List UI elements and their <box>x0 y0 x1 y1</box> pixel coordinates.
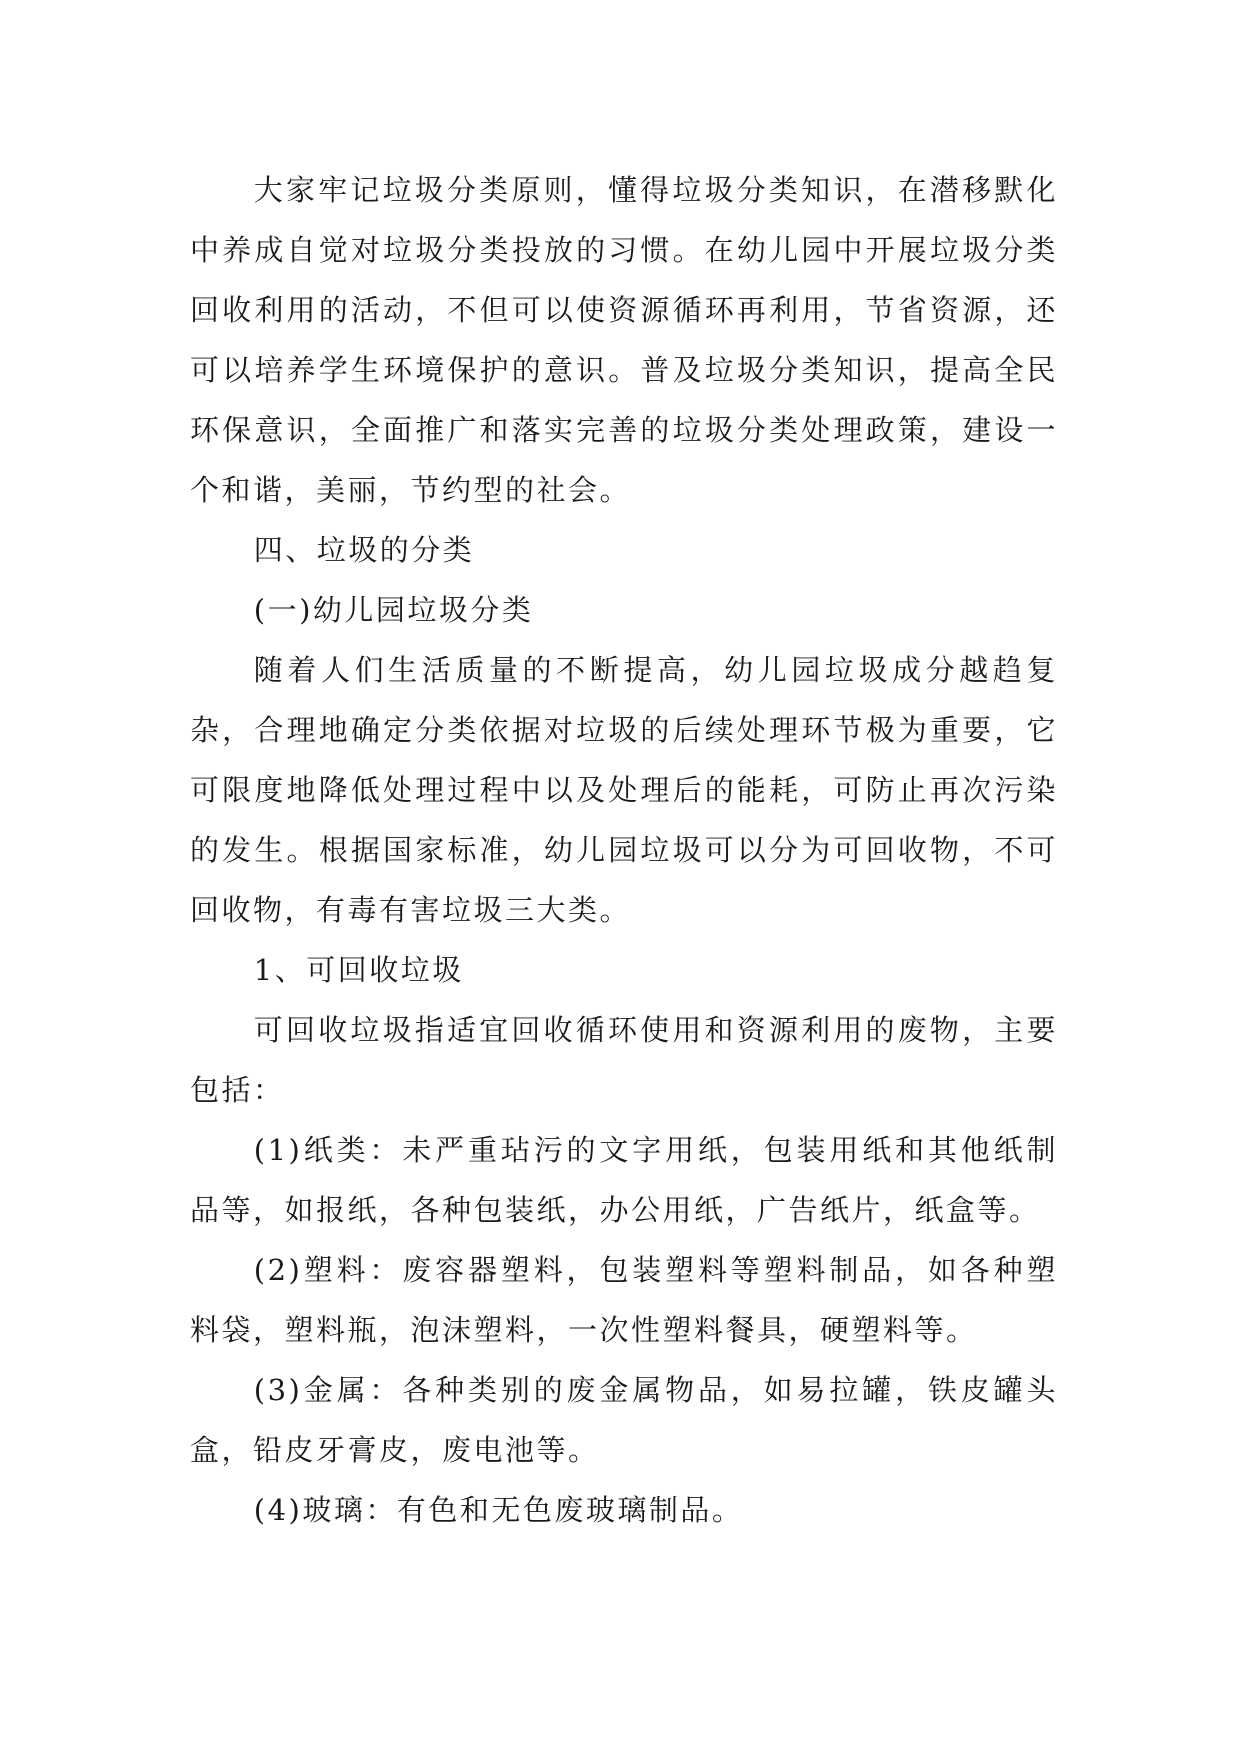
list-item-metal: (3)金属：各种类别的废金属物品，如易拉罐，铁皮罐头盒，铅皮牙膏皮，废电池等。 <box>190 1373 1058 1467</box>
item-heading-recyclable: 1、可回收垃圾 <box>253 953 464 987</box>
section-heading-garbage-classification: 四、垃圾的分类 <box>253 533 475 567</box>
list-item-paper: (1)纸类：未严重玷污的文字用纸，包装用纸和其他纸制品等，如报纸，各种包装纸，办公用纸，广告纸片，纸盒等。 <box>190 1133 1058 1227</box>
paragraph-recyclable-definition: 可回收垃圾指适宜回收循环使用和资源利用的废物，主要包括： <box>190 1013 1058 1107</box>
document-body <box>190 160 1058 1540</box>
list-item-plastic: (2)塑料：废容器塑料，包装塑料等塑料制品，如各种塑料袋，塑料瓶，泡沫塑料，一次性塑料餐具，硬塑料等。 <box>190 1253 1058 1347</box>
list-item-glass: (4)玻璃：有色和无色废玻璃制品。 <box>253 1493 744 1527</box>
paragraph-classification-basis: 随着人们生活质量的不断提高，幼儿园垃圾成分越趋复杂，合理地确定分类依据对垃圾的后续处理环节极为重要，它可限度地降低处理过程中以及处理后的能耗，可防止再次污染的发生。根据国家标准，幼儿园垃圾可以分为可回收物，不可回收物，有毒有害垃圾三大类。 <box>190 653 1058 927</box>
subsection-heading-kindergarten: (一)幼儿园垃圾分类 <box>253 593 534 627</box>
paragraph-intro: 大家牢记垃圾分类原则，懂得垃圾分类知识，在潜移默化中养成自觉对垃圾分类投放的习惯。在幼儿园中开展垃圾分类回收利用的活动，不但可以使资源循环再利用，节省资源，还可以培养学生环境保护的意识。普及垃圾分类知识，提高全民环保意识，全面推广和落实完善的垃圾分类处理政策，建设一个和谐，美丽，节约型的社会。 <box>190 173 1058 507</box>
